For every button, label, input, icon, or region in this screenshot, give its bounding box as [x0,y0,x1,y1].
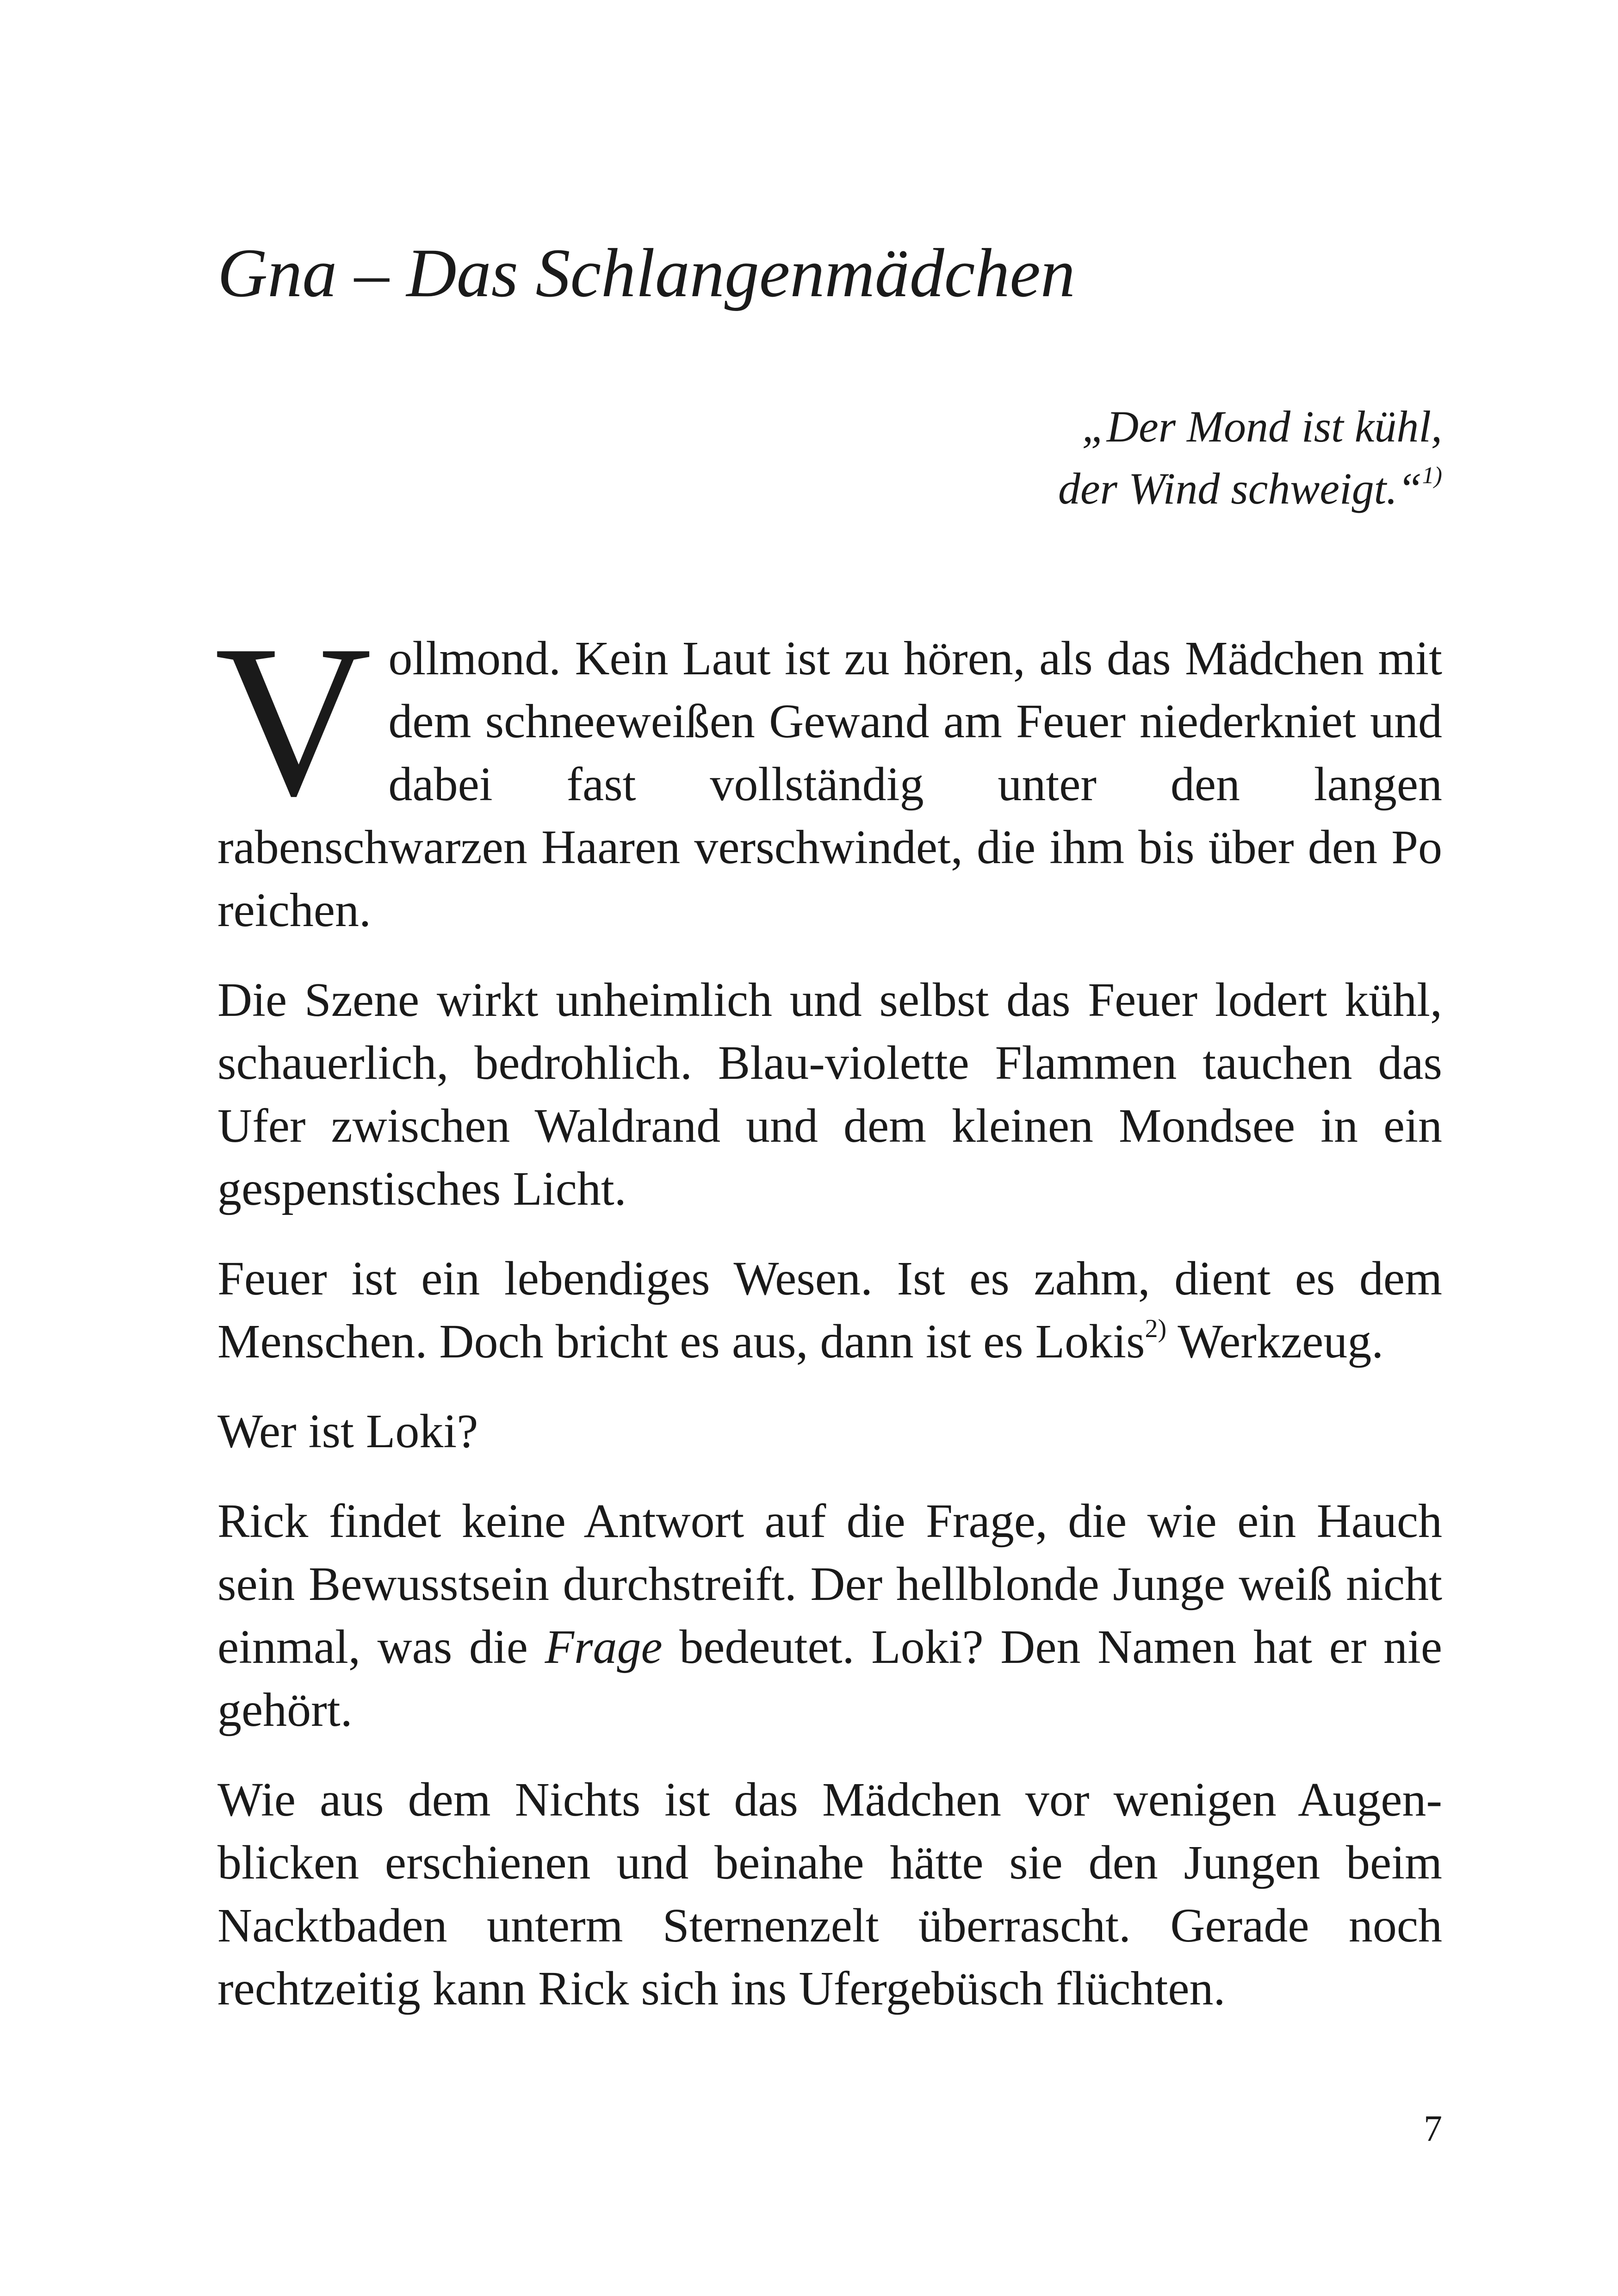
epigraph-line-2 [1058,458,1442,520]
paragraph-1-text: ollmond. Kein Laut ist zu hören, als das Mädchen mit dem schneeweißen Gewand am Feuer niederkniet und dabei fast vollständig unter den langen rabenschwarzen Haaren verschwindet, die ihm bis über den Po reichen. [217,632,1442,937]
epigraph-line-1: „Der Mond ist kühl, [1082,402,1442,451]
paragraph-2: Die Szene wirkt unheimlich und selbst das Feuer lodert kühl, schauerlich, bedrohlich. Blau-violette Flammen tauchen das Ufer zwischen Waldrand und dem kleinen Mondsee in ein gespenstisches Licht. [217,973,1442,1215]
footnote-ref-2: 2) [1145,1314,1167,1343]
paragraph-1 [215,600,1442,942]
paragraph-5-text-before: Rick findet keine Antwort auf die Frage, die wie ein Hauch sein Bewusstsein durchstreift. Der hellblonde Junge weiß nicht einmal, was die [217,1494,1442,1674]
paragraph-3-text-before: Feuer ist ein lebendiges Wesen. Ist es zahm, dient es dem Menschen. Doch bricht es aus, dann ist es Lokis [217,1252,1442,1368]
epigraph-line-2-text: der Wind schweigt.“ [1058,464,1422,513]
paragraph-5-text-after: bedeutet. Loki? Den Namen hat er nie gehört. [217,1620,1443,1736]
page-number: 7 [1424,2109,1442,2149]
body-text [215,600,1443,2047]
chapter-title: Gna – Das Schlangenmädchen [217,235,1075,311]
epigraph-footnote-ref: 1) [1422,462,1442,489]
drop-cap: V [215,600,372,841]
paragraph-3 [217,1247,1442,1373]
paragraph-6: Wie aus dem Nichts ist das Mädchen vor wenigen Augenblicken erschienen und beinahe hätte sie den Jungen beim Nacktbaden unterm Sternenzelt überrascht. Gerade noch rechtzeitig kann Rick sich ins Ufergebüsch flüchten. [217,1773,1442,2015]
paragraph-5-emphasis: Frage [545,1620,663,1674]
paragraph-5 [217,1490,1442,1742]
paragraph-3-text-after: Werkzeug. [1166,1315,1384,1368]
epigraph [1058,396,1442,520]
paragraph-4: Wer ist Loki? [217,1405,478,1458]
